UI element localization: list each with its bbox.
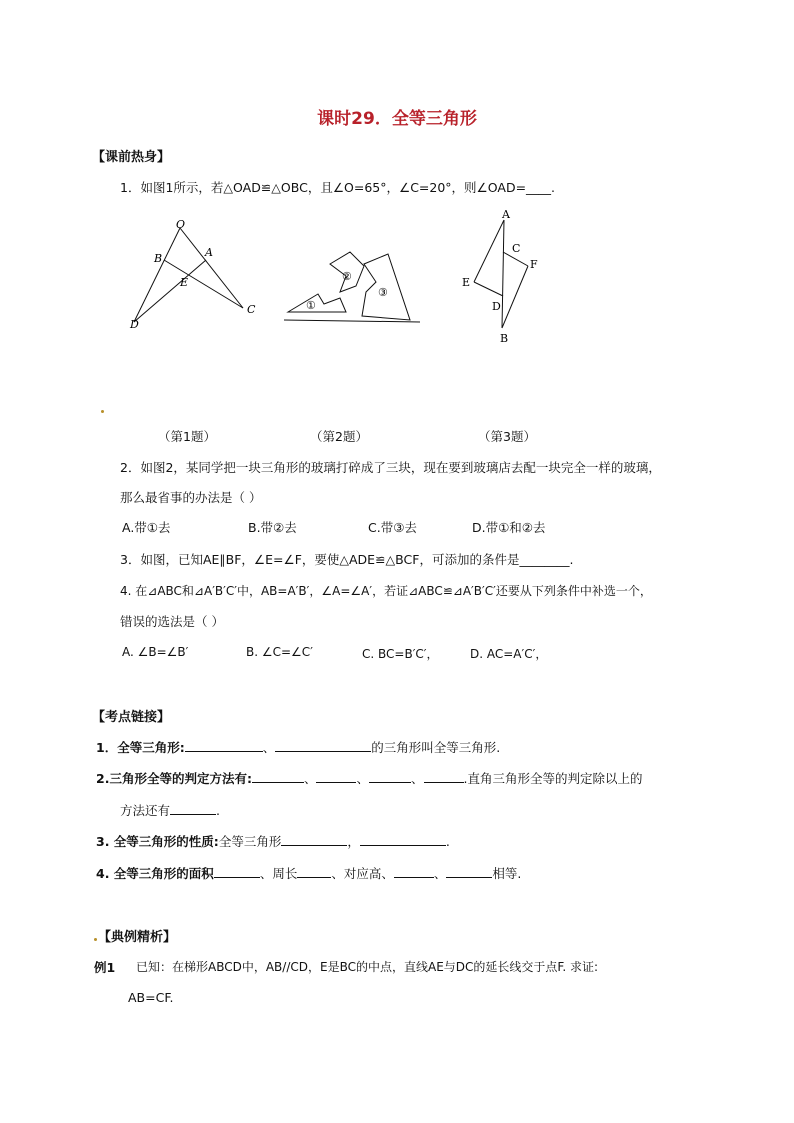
text: 、对应高、: [331, 866, 394, 881]
example-line-2: AB=CF.: [128, 990, 174, 1005]
fig1-label-A: A: [205, 246, 213, 259]
fig1-segment-OC: [180, 228, 243, 308]
fig1-label-D: D: [130, 318, 139, 331]
decorative-dot: [94, 938, 97, 941]
fig3-label-A: A: [502, 208, 510, 221]
example-line-1: 已知：在梯形ABCD中，AB//CD，E是BC的中点，直线AE与DC的延长线交于点F. 求证:: [136, 960, 599, 974]
kaodian-item-3-label: 3. 全等三角形的性质:: [96, 834, 219, 849]
text: 、: [433, 866, 447, 881]
question-2-line-1: 2．如图2，某同学把一块三角形的玻璃打碎成了三块，现在要到玻璃店去配一块完全一样的玻璃，: [120, 460, 661, 475]
separator: 、: [262, 740, 276, 755]
blank: [316, 770, 356, 783]
figure-2: [284, 246, 424, 326]
question-4-option-c: C. BC=B′C′，: [362, 647, 439, 661]
fig2-baseline: [284, 320, 420, 322]
blank: [394, 865, 434, 878]
question-2-option-c: C.带③去: [368, 520, 417, 535]
period: .: [216, 803, 220, 818]
kaodian-item-4-label: 4. 全等三角形的面积: [96, 866, 214, 881]
question-4-option-a: A. ∠B=∠B′: [122, 645, 189, 659]
kaodian-item-1: [96, 738, 500, 756]
blank: [170, 802, 216, 815]
kaodian-item-1-tail: 的三角形叫全等三角形.: [371, 740, 501, 755]
fig3-label-C: C: [512, 242, 521, 255]
kaodian-item-2: 2.三角形全等的判定方法有: 、 、 、 .直角三角形全等的判定除以上的: [96, 771, 643, 786]
fig1-segment-BC: [164, 260, 243, 308]
fig3-segment-AE: [474, 220, 504, 282]
section-header-kaodian: 【考点链接】: [92, 710, 171, 725]
decorative-dot: [101, 410, 104, 413]
fig3-label-E: E: [462, 276, 471, 289]
fig3-label-D: D: [492, 300, 501, 313]
comma: ，: [347, 834, 360, 849]
blank: [424, 770, 464, 783]
question-4-option-b: B. ∠C=∠C′: [246, 645, 313, 659]
kaodian-item-2-line-2: [120, 801, 220, 819]
text: 、周长: [259, 866, 298, 881]
question-2-option-d: D.带①和②去: [472, 520, 546, 535]
section-header-warmup: 【课前热身】: [92, 150, 171, 165]
blank: [446, 865, 492, 878]
blank: [252, 770, 304, 783]
fig2-label-3: ③: [378, 286, 388, 299]
fig1-label-E: E: [180, 276, 189, 289]
caption-3: （第3题）: [478, 429, 536, 444]
question-2-option-b: B.带②去: [248, 520, 297, 535]
blank: [281, 833, 347, 846]
fig3-label-B: B: [500, 332, 509, 345]
blank: [185, 739, 263, 752]
example-label: 例1: [94, 960, 116, 975]
fig1-segment-OD: [134, 228, 180, 322]
period: .: [445, 834, 450, 849]
kaodian-item-4: [96, 864, 521, 882]
kaodian-item-2-line-2-pre: 方法还有: [120, 803, 171, 818]
fig1-segment-AD: [134, 260, 206, 322]
fig2-label-1: ①: [306, 299, 316, 312]
kaodian-item-3-mid: 全等三角形: [218, 834, 282, 849]
kaodian-item-3: [96, 832, 450, 850]
question-4-option-d: D. AC=A′C′，: [470, 647, 548, 661]
blank: [214, 865, 260, 878]
question-4-line-2: 错误的选法是（ ）: [120, 614, 224, 629]
question-2-option-a: A.带①去: [122, 520, 171, 535]
figure-3: [456, 206, 556, 348]
blank: [297, 865, 331, 878]
kaodian-item-2-label: 2.三角形全等的判定方法有:: [96, 771, 252, 786]
fig1-label-C: C: [247, 303, 256, 316]
blank: [369, 770, 411, 783]
question-3: 3．如图，已知AE∥BF，∠E=∠F，要使△ADE≌△BCF，可添加的条件是________.: [120, 552, 574, 567]
fig1-label-B: B: [154, 252, 163, 265]
fig2-piece-1: [288, 294, 346, 312]
text: 相等.: [492, 866, 522, 881]
blank: [275, 739, 371, 752]
question-2-line-2: 那么最省事的办法是（ ）: [120, 490, 262, 505]
question-4-line-1: 4. 在⊿ABC和⊿A′B′C′中，AB=A′B′，∠A=∠A′，若证⊿ABC≌⊿A′B′C′还要从下列条件中补选一个，: [120, 584, 652, 598]
kaodian-item-2-tail: .直角三角形全等的判定除以上的: [463, 771, 643, 786]
fig3-label-F: F: [530, 258, 538, 271]
fig3-segment-AB: [502, 220, 504, 328]
figure-1: [120, 218, 270, 338]
caption-2: （第2题）: [310, 429, 368, 444]
question-1: 1．如图1所示，若△OAD≌△OBC，且∠O=65°，∠C=20°，则∠OAD=____.: [120, 180, 556, 195]
fig2-label-2: ②: [342, 270, 352, 283]
fig3-segment-ED: [474, 282, 503, 296]
page-title: 课时29．全等三角形: [317, 109, 477, 129]
blank: [360, 833, 446, 846]
kaodian-item-1-label: 1．全等三角形:: [96, 740, 185, 755]
fig3-segment-FB: [502, 266, 528, 328]
caption-1: （第1题）: [158, 429, 216, 444]
section-header-example: 【典例精析】: [98, 930, 177, 945]
fig1-label-O: O: [176, 218, 186, 231]
